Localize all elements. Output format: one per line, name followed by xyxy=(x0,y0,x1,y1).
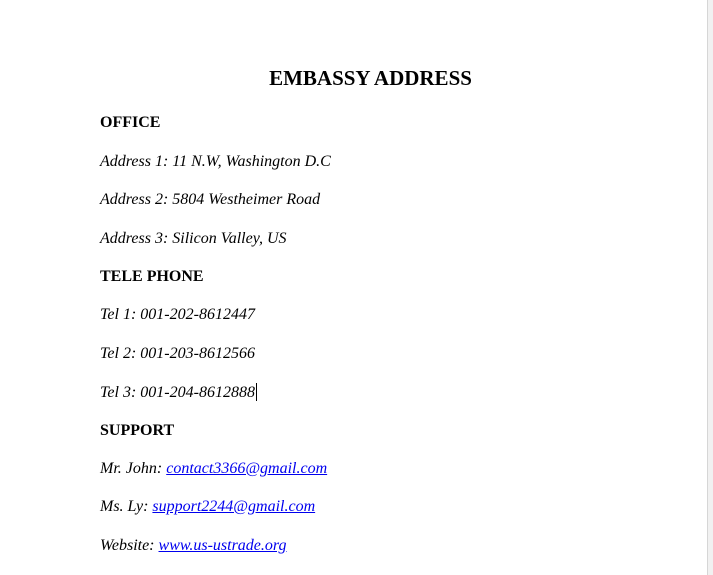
telephone-number-3: Tel 3: 001-204-8612888 xyxy=(100,384,255,401)
document-title: EMBASSY ADDRESS xyxy=(269,66,472,90)
office-address-3: Address 3: Silicon Valley, US xyxy=(100,230,287,247)
support-contact-john-label: Mr. John: xyxy=(100,460,167,477)
telephone-number-2: Tel 2: 001-203-8612566 xyxy=(100,345,255,362)
office-address-1: Address 1: 11 N.W, Washington D.C xyxy=(100,153,331,170)
support-contact-john xyxy=(100,460,327,478)
telephone-heading: TELE PHONE xyxy=(100,268,204,285)
support-website xyxy=(100,537,287,555)
office-address-2: Address 2: 5804 Westheimer Road xyxy=(100,191,321,208)
telephone-number-3-line xyxy=(100,383,257,402)
telephone-number-1: Tel 1: 001-202-8612447 xyxy=(100,306,255,323)
support-contact-john-email-link[interactable]: contact3366@gmail.com xyxy=(166,460,328,477)
support-contact-ly xyxy=(100,498,315,516)
support-heading: SUPPORT xyxy=(100,422,175,439)
support-contact-ly-label: Ms. Ly: xyxy=(100,498,153,515)
text-cursor xyxy=(256,383,257,401)
support-contact-ly-email-link[interactable]: support2244@gmail.com xyxy=(152,498,316,515)
office-heading: OFFICE xyxy=(100,114,161,131)
support-website-label: Website: xyxy=(100,537,159,554)
support-website-link[interactable]: www.us-ustrade.org xyxy=(158,537,287,554)
page-right-edge xyxy=(707,0,713,575)
